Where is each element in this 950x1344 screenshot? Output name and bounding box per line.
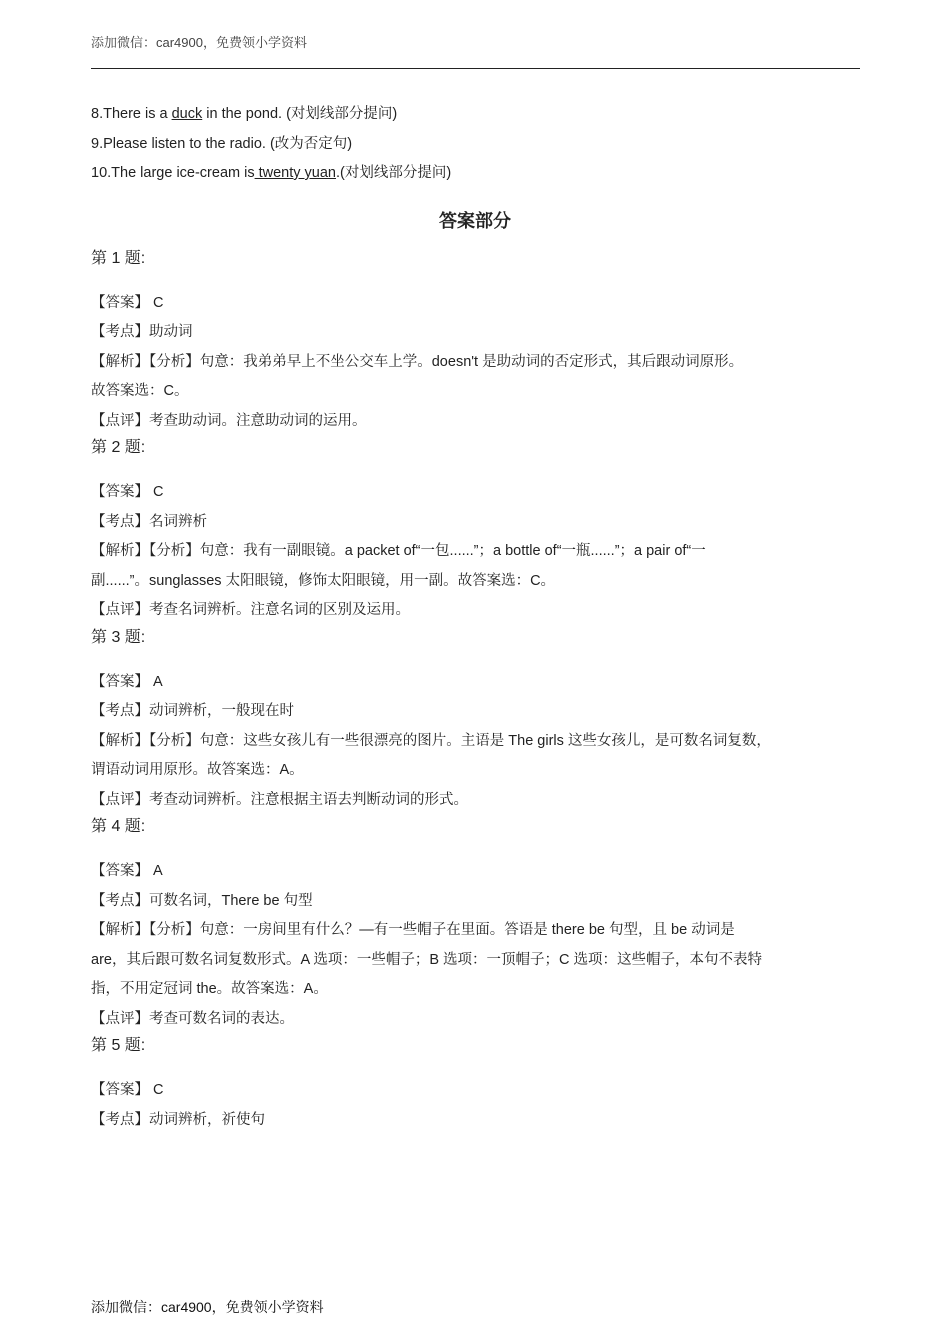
answer-line: 【点评】考查名词辨析。注意名词的区别及运用。 — [91, 602, 410, 618]
question-8-text-b: in the pond. (对划线部分提问) — [202, 106, 398, 122]
answer-section-title: 答案部分 — [439, 210, 511, 231]
answer-line: 【答案】 A — [91, 673, 163, 690]
answer-line: 【答案】 C — [91, 484, 164, 500]
answer-item-2 — [91, 436, 871, 626]
answer-line: 【点评】考查可数名词的表达。 — [91, 1010, 294, 1027]
header-divider — [91, 68, 860, 69]
answer-line: 谓语动词用原形。故答案选：A。 — [91, 762, 304, 778]
answer-line: 故答案选：C。 — [91, 383, 189, 399]
question-list-tail — [91, 100, 871, 189]
answer-line: 【解析】【分析】句意：我有一副眼镜。a packet of“一包......”；a bottle of“一瓶......”；a pair of“一 — [91, 543, 706, 559]
answer-item-5 — [91, 1034, 871, 1135]
question-10-text-a: 10.The large ice-cream is — [91, 165, 255, 181]
answer-line: 【点评】考查动词辨析。注意根据主语去判断动词的形式。 — [91, 791, 468, 808]
answer-item-3 — [91, 626, 871, 816]
page-footer-text: 添加微信：car4900，免费领小学资料 — [91, 1299, 324, 1315]
answer-line: 【解析】【分析】句意：我弟弟早上不坐公交车上学。doesn't 是助动词的否定形式，其后跟动词原形。 — [91, 353, 744, 370]
answer-line: 【考点】名词辨析 — [91, 513, 207, 530]
question-10-underlined: twenty yuan — [254, 165, 337, 181]
answer-line: 【答案】 A — [91, 863, 163, 879]
answer-line: 【点评】考查助动词。注意助动词的运用。 — [91, 412, 367, 429]
answer-line: 指，不用定冠词 the。故答案选：A。 — [91, 981, 328, 997]
answer-line: 【解析】【分析】句意：这些女孩儿有一些很漂亮的图片。主语是 The girls 这些女孩儿，是可数名词复数， — [91, 732, 771, 749]
question-10-text-b: .(对划线部分提问) — [336, 165, 452, 181]
answer-line: 【答案】 C — [91, 1082, 164, 1098]
question-10 — [91, 159, 871, 189]
page-header-text: 添加微信：car4900，免费领小学资料 — [91, 35, 307, 50]
question-9 — [91, 130, 871, 160]
answer-item-1 — [91, 247, 871, 437]
answer-line: 【答案】 C — [91, 294, 164, 311]
answer-item-heading: 第 4 题: — [91, 818, 146, 835]
answer-line: 【解析】【分析】句意：一房间里有什么？—有一些帽子在里面。答语是 there be 句型，且 be 动词是 — [91, 922, 735, 938]
question-8-underlined: duck — [171, 106, 203, 122]
answer-line: 【考点】动词辨析，一般现在时 — [91, 703, 294, 719]
answer-item-heading: 第 5 题: — [91, 1037, 146, 1054]
answer-line: are，其后跟可数名词复数形式。A 选项：一些帽子；B 选项：一顶帽子；C 选项：这些帽子，本句不表特 — [91, 951, 763, 968]
answer-line: 副......”。sunglasses 太阳眼镜，修饰太阳眼镜，用一副。故答案选：C。 — [91, 572, 556, 589]
answer-line: 【考点】可数名词，There be 句型 — [91, 892, 313, 909]
answer-item-heading: 第 2 题: — [91, 439, 146, 456]
answer-item-heading: 第 1 题: — [91, 249, 146, 267]
question-8-text-a: 8.There is a — [91, 106, 172, 122]
document-body — [91, 100, 871, 1135]
answer-item-heading: 第 3 题: — [91, 628, 146, 646]
question-9-text: 9.Please listen to the radio. (改为否定句) — [91, 135, 353, 152]
answer-item-4 — [91, 815, 871, 1034]
answer-line: 【考点】助动词 — [91, 324, 193, 340]
question-8 — [91, 100, 871, 130]
answer-line: 【考点】动词辨析，祈使句 — [91, 1111, 265, 1128]
